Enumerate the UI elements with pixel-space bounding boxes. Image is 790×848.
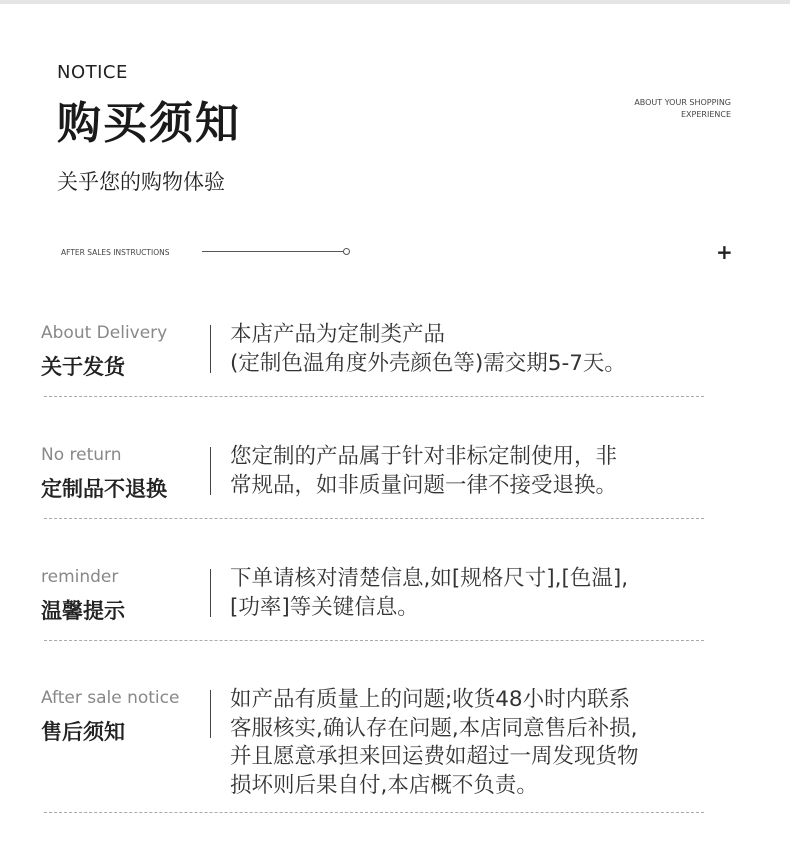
decorative-line: [202, 251, 344, 252]
section-body-line: 如产品有质量上的问题;收货48小时内联系: [230, 687, 631, 712]
dashed-separator: [44, 640, 704, 641]
section-zh-title: 定制品不退换: [41, 477, 167, 501]
section-en-title: About Delivery: [41, 323, 168, 343]
section-divider: [210, 690, 211, 738]
about-shopping-caption: [571, 97, 731, 121]
section-body-line: 您定制的产品属于针对非标定制使用，非: [230, 444, 618, 469]
about-shopping-line-2: EXPERIENCE: [680, 110, 731, 119]
dashed-separator: [44, 812, 704, 813]
notice-label: NOTICE: [57, 62, 128, 83]
section-body-line: 本店产品为定制类产品: [230, 322, 446, 347]
section-divider: [210, 447, 211, 495]
section-divider: [210, 569, 211, 617]
section-body: [230, 321, 710, 378]
dashed-separator: [44, 396, 704, 397]
section-zh-title: 关于发货: [41, 355, 125, 379]
section-zh-title: 售后须知: [41, 720, 125, 744]
section-body-line: (定制色温角度外壳颜色等)需交期5-7天。: [230, 350, 626, 376]
section-body: [230, 443, 710, 500]
after-sales-caption: AFTER SALES INSTRUCTIONS: [61, 248, 170, 257]
section-en-title: reminder: [41, 567, 119, 587]
section-en-title: After sale notice: [41, 688, 180, 708]
section-body-line: 下单请核对清楚信息,如[规格尺寸],[色温],: [230, 566, 629, 591]
section-body-line: 并且愿意承担来回运费如超过一周发现货物: [230, 744, 639, 769]
section-body-line: 客服核实,确认存在问题,本店同意售后补损,: [230, 715, 638, 741]
plus-icon: +: [716, 240, 733, 264]
section-divider: [210, 325, 211, 373]
section-body-line: [功率]等关键信息。: [230, 594, 419, 620]
section-body-line: 常规品，如非质量问题一律不接受退换。: [230, 472, 618, 498]
section-body: [230, 565, 710, 622]
dashed-separator: [44, 518, 704, 519]
page-title: 购买须知: [57, 98, 241, 149]
about-shopping-line-1: ABOUT YOUR SHOPPING: [634, 98, 731, 107]
section-body-line: 损坏则后果自付,本店概不负责。: [230, 772, 538, 798]
section-zh-title: 温馨提示: [41, 599, 125, 623]
section-body: [230, 686, 710, 800]
section-en-title: No return: [41, 445, 122, 465]
decorative-circle-icon: [343, 248, 350, 255]
top-bar: [0, 0, 790, 4]
page-subtitle: 关乎您的购物体验: [57, 170, 225, 194]
